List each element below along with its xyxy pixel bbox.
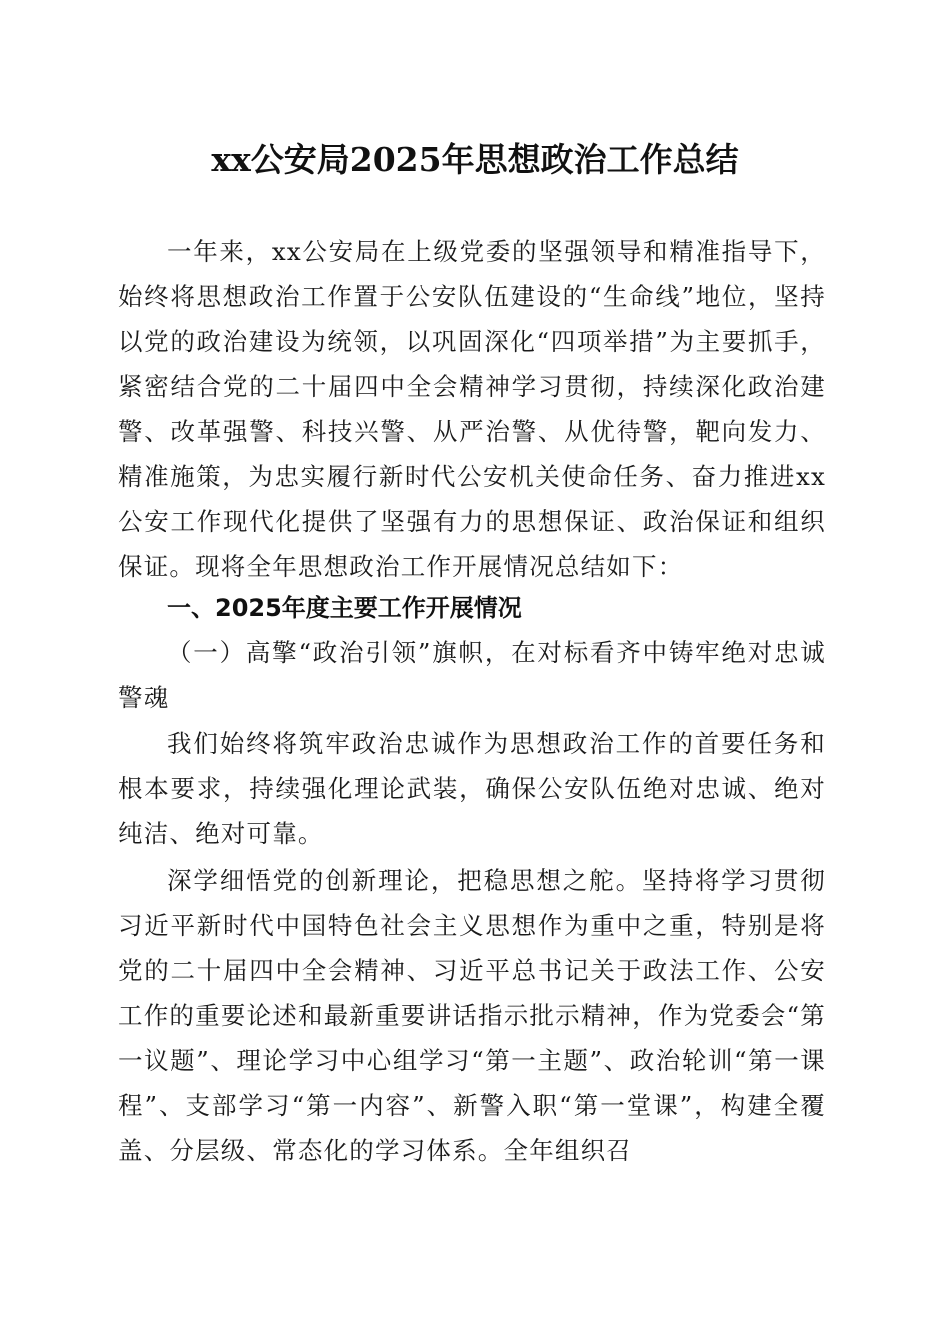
subsection-heading: （一）高擎“政治引领”旗帜，在对标看齐中铸牢绝对忠诚警魂 [118,638,826,712]
section-heading: 一、2025年度主要工作开展情况 [167,594,522,622]
body-paragraph: 深学细悟党的创新理论，把稳思想之舵。坚持将学习贯彻习近平新时代中国特色社会主义思想作为重中之重，特别是将党的二十届四中全会精神、习近平总书记关于政法工作、公安工作的重要论述和最新重要讲话指示批示精神，作为党委会“第一议题”、理论学习中心组学习“第一主题”、政治轮训“第一课程”、支部学习“第一内容”、新警入职“第一堂课”，构建全覆盖、分层级、常态化的学习体系。全年组织召 [118,866,826,1165]
intro-paragraph: 一年来，xx公安局在上级党委的坚强领导和精准指导下，始终将思想政治工作置于公安队伍建设的“生命线”地位，坚持以党的政治建设为统领，以巩固深化“四项举措”为主要抓手，紧密结合党的二十届四中全会精神学习贯彻，持续深化政治建警、改革强警、科技兴警、从严治警、从优待警，靶向发力、精准施策，为忠实履行新时代公安机关使命任务、奋力推进xx公安工作现代化提供了坚强有力的思想保证、政治保证和组织保证。现将全年思想政治工作开展情况总结如下： [118,237,826,581]
document-title: xx公安局2025年思想政治工作总结 [211,140,739,179]
body-paragraph: 我们始终将筑牢政治忠诚作为思想政治工作的首要任务和根本要求，持续强化理论武装，确保公安队伍绝对忠诚、绝对纯洁、绝对可靠。 [118,729,826,848]
